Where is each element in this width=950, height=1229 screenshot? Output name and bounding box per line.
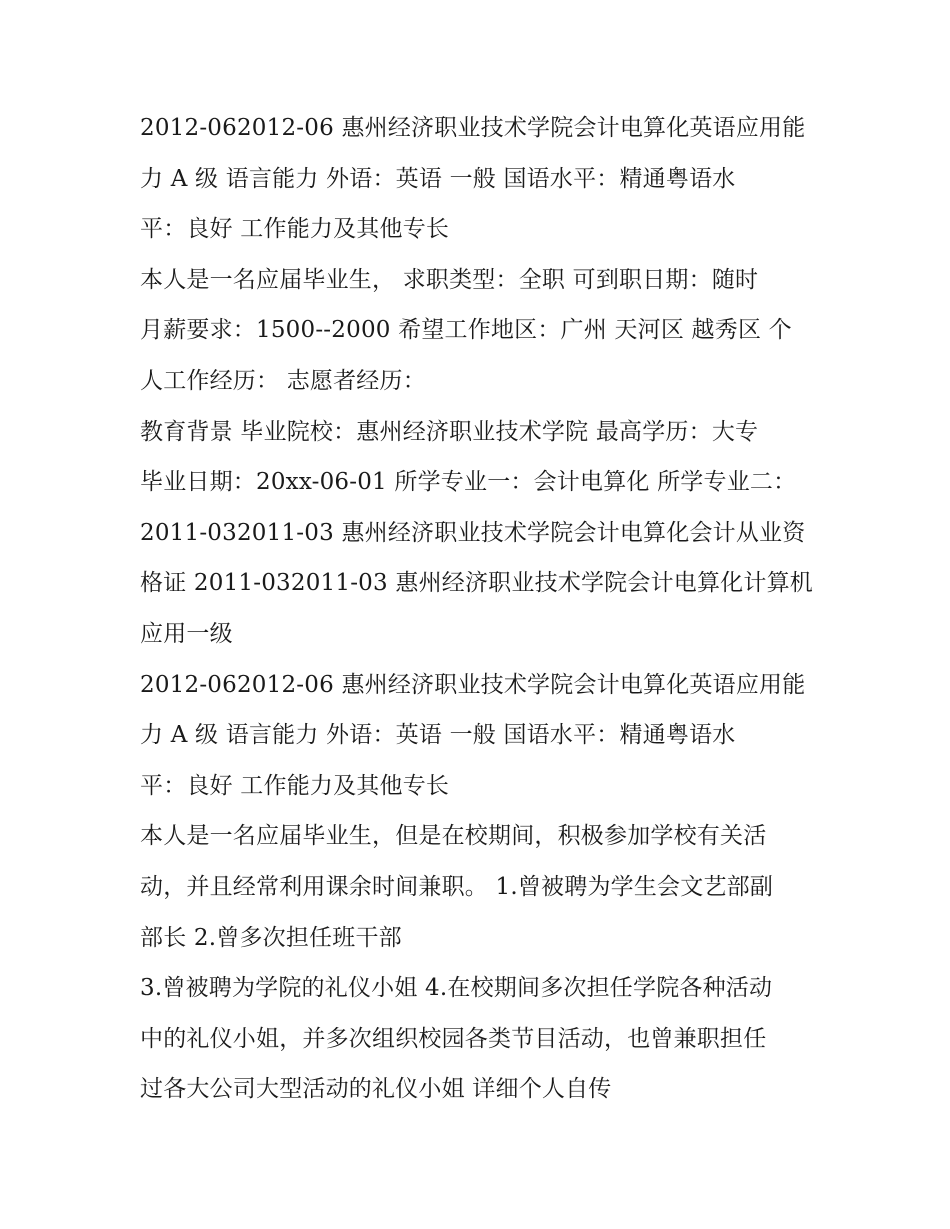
text-line: 毕业日期：20xx-06-01 所学专业一：会计电算化 所学专业二： <box>140 469 797 496</box>
text-line: 本人是一名应届毕业生， 求职类型：全职 可到职日期：随时 <box>140 266 759 293</box>
text-line: 2011-032011-03 惠州经济职业技术学院会计电算化会计从业资 <box>140 519 806 546</box>
paragraph-activities <box>140 963 820 1115</box>
text-line: 格证 2011-032011-03 惠州经济职业技术学院会计电算化计算机 <box>140 570 813 597</box>
text-line: 中的礼仪小姐，并多次组织校园各类节目活动，也曾兼职担任 <box>140 1025 767 1052</box>
text-line: 应用一级 <box>140 620 233 647</box>
text-line: 人工作经历： 志愿者经历： <box>140 367 426 394</box>
text-line: 2012-062012-06 惠州经济职业技术学院会计电算化英语应用能 <box>140 671 806 698</box>
text-line: 部长 2.曾多次担任班干部 <box>140 924 402 951</box>
text-line: 力 A 级 语言能力 外语：英语 一般 国语水平：精通粤语水 <box>140 165 736 192</box>
document-body <box>140 103 820 1115</box>
paragraph-certificate-english <box>140 103 820 255</box>
text-line: 教育背景 毕业院校：惠州经济职业技术学院 最高学历：大专 <box>140 418 759 445</box>
text-line: 月薪要求：1500--2000 希望工作地区：广州 天河区 越秀区 个 <box>140 317 792 344</box>
text-line: 3.曾被聘为学院的礼仪小姐 4.在校期间多次担任学院各种活动 <box>140 975 773 1002</box>
text-line: 平：良好 工作能力及其他专长 <box>140 772 450 799</box>
text-line: 动，并且经常利用课余时间兼职。 1.曾被聘为学生会文艺部副 <box>140 873 774 900</box>
text-line: 平：良好 工作能力及其他专长 <box>140 216 450 243</box>
paragraph-education <box>140 407 820 660</box>
text-line: 过各大公司大型活动的礼仪小姐 详细个人自传 <box>140 1076 612 1103</box>
text-line: 力 A 级 语言能力 外语：英语 一般 国语水平：精通粤语水 <box>140 722 736 749</box>
paragraph-certificate-english-repeat <box>140 660 820 812</box>
paragraph-self-introduction <box>140 811 820 963</box>
paragraph-job-intention <box>140 255 820 407</box>
text-line: 2012-062012-06 惠州经济职业技术学院会计电算化英语应用能 <box>140 115 806 141</box>
text-line: 本人是一名应届毕业生，但是在校期间，积极参加学校有关活 <box>140 823 767 850</box>
